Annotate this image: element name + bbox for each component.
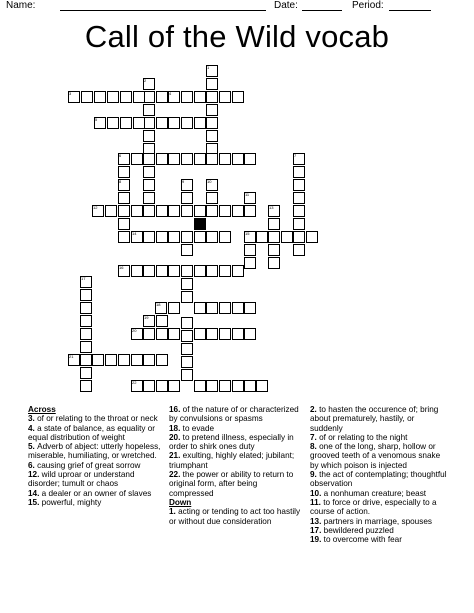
- grid-cell[interactable]: [168, 265, 180, 277]
- clue-number: 19: [144, 315, 149, 320]
- grid-cell[interactable]: [244, 302, 256, 314]
- clue-number: 18: [156, 302, 161, 307]
- grid-cell[interactable]: [143, 231, 155, 243]
- clue-item-number: 9.: [310, 470, 320, 480]
- clue-item-number: 1.: [169, 507, 179, 517]
- clue-item-text: of or relating to the throat or neck: [37, 414, 158, 424]
- grid-cell[interactable]: [181, 343, 193, 355]
- grid-cell[interactable]: [80, 380, 92, 392]
- clue-item-number: 10.: [310, 488, 324, 498]
- grid-cell[interactable]: [181, 117, 193, 129]
- grid-cell[interactable]: [143, 328, 155, 340]
- grid-cell[interactable]: [232, 265, 244, 277]
- clues-column-2: [169, 405, 303, 526]
- clue-item-text: to hasten the occurence of; bring about prematurely, hastily, or suddenly: [310, 405, 439, 433]
- grid-cell[interactable]: [156, 328, 168, 340]
- clue-item: [28, 424, 162, 443]
- clue-item-text: acting or tending to act too hastily or without due consideration: [169, 507, 301, 526]
- clue-item: [310, 470, 448, 489]
- grid-cell[interactable]: [194, 380, 206, 392]
- grid-cell[interactable]: [80, 341, 92, 353]
- clue-item: [28, 442, 162, 461]
- clue-item-number: 14.: [28, 488, 42, 498]
- grid-cell[interactable]: [244, 257, 256, 269]
- clue-item-text: a dealer or an owner of slaves: [41, 488, 152, 498]
- grid-cell[interactable]: [107, 117, 119, 129]
- period-label: Period:: [352, 0, 384, 11]
- grid-cell[interactable]: [206, 104, 218, 116]
- grid-cell[interactable]: [219, 302, 231, 314]
- grid-cell[interactable]: [268, 244, 280, 256]
- grid-cell[interactable]: [181, 153, 193, 165]
- clue-item-text: powerful, mighty: [41, 497, 102, 507]
- clue-item: [310, 517, 448, 526]
- clue-item: [310, 489, 448, 498]
- clue-item-text: of or relating to the night: [319, 432, 408, 442]
- clue-number: 11: [245, 192, 250, 197]
- clue-item-number: 22.: [169, 470, 183, 480]
- clues-column-3: [310, 405, 448, 544]
- grid-cell[interactable]: [120, 91, 132, 103]
- grid-cell[interactable]: [118, 192, 130, 204]
- grid-cell[interactable]: [219, 380, 231, 392]
- clue-number: 4: [169, 91, 172, 96]
- clues-column-1: [28, 405, 162, 507]
- grid-cell[interactable]: [181, 205, 193, 217]
- clue-item: [28, 461, 162, 470]
- clue-item: [28, 470, 162, 489]
- grid-cell[interactable]: [156, 354, 168, 366]
- grid-cell[interactable]: [206, 380, 218, 392]
- clue-item-number: 12.: [28, 470, 42, 480]
- clue-item-number: 20.: [169, 432, 183, 442]
- clue-number: 13: [269, 205, 274, 210]
- clue-number: 21: [69, 354, 74, 359]
- clue-number: 15: [245, 231, 250, 236]
- grid-cell[interactable]: [133, 91, 145, 103]
- clue-item-number: 16.: [169, 405, 183, 414]
- clue-item-number: 19.: [310, 535, 324, 545]
- grid-cell[interactable]: [219, 265, 231, 277]
- grid-cell[interactable]: [143, 130, 155, 142]
- clue-item: [310, 526, 448, 535]
- grid-cell[interactable]: [194, 205, 206, 217]
- clue-number: 2: [144, 78, 147, 83]
- clue-item-number: 8.: [310, 442, 320, 452]
- grid-cell[interactable]: [281, 231, 293, 243]
- page-title: Call of the Wild vocab: [84, 19, 390, 54]
- grid-cell[interactable]: [219, 328, 231, 340]
- grid-cell[interactable]: [293, 205, 305, 217]
- clue-item: [28, 489, 162, 498]
- grid-cell[interactable]: [118, 166, 130, 178]
- clue-item-number: 21.: [169, 451, 183, 461]
- clue-number: 1: [207, 65, 210, 70]
- grid-cell[interactable]: [244, 205, 256, 217]
- grid-cell[interactable]: [143, 153, 155, 165]
- clue-item-number: 7.: [310, 432, 320, 442]
- grid-cell[interactable]: [156, 265, 168, 277]
- grid-cell[interactable]: [206, 231, 218, 243]
- grid-cell[interactable]: [181, 330, 193, 342]
- clue-item-text: to evade: [182, 423, 215, 433]
- clue-item-number: 17.: [310, 525, 324, 535]
- grid-cell[interactable]: [194, 117, 206, 129]
- clue-item-number: 15.: [28, 497, 42, 507]
- grid-cell[interactable]: [118, 218, 130, 230]
- clue-item-number: 3.: [28, 414, 38, 424]
- across-heading: Across: [28, 405, 56, 414]
- grid-cell[interactable]: [206, 130, 218, 142]
- grid-cell[interactable]: [131, 354, 143, 366]
- grid-cell[interactable]: [244, 153, 256, 165]
- grid-cell[interactable]: [131, 153, 143, 165]
- grid-cell[interactable]: [181, 291, 193, 303]
- grid-cell[interactable]: [105, 354, 117, 366]
- grid-cell[interactable]: [181, 278, 193, 290]
- grid-cell[interactable]: [156, 117, 168, 129]
- clue-item: [310, 498, 448, 517]
- grid-cell[interactable]: [194, 153, 206, 165]
- grid-cell[interactable]: [206, 302, 218, 314]
- clue-item-text: Adverb of abject: utterly hopeless, miserable, humiliating, or wretched.: [28, 442, 161, 461]
- grid-cell[interactable]: [194, 91, 206, 103]
- grid-cell[interactable]: [143, 205, 155, 217]
- grid-cell[interactable]: [168, 153, 180, 165]
- clue-item-text: to force or drive, especially to a course of action.: [310, 497, 437, 517]
- grid-cell[interactable]: [206, 192, 218, 204]
- grid-cell[interactable]: [94, 91, 106, 103]
- grid-cell[interactable]: [168, 231, 180, 243]
- clue-number: 7: [294, 153, 297, 158]
- date-label: Date:: [274, 0, 298, 11]
- grid-cell[interactable]: [181, 192, 193, 204]
- clue-item-number: 6.: [28, 460, 38, 470]
- clue-item-text: causing grief of great sorrow: [37, 460, 141, 470]
- clue-item: [310, 442, 448, 470]
- clue-item: [310, 535, 448, 544]
- down-clue-list-cont: [310, 405, 448, 544]
- grid-cell[interactable]: [80, 302, 92, 314]
- grid-cell[interactable]: [232, 205, 244, 217]
- grid-cell[interactable]: [181, 244, 193, 256]
- clue-item-text: partners in marriage, spouses: [323, 516, 432, 526]
- grid-cell[interactable]: [143, 380, 155, 392]
- grid-cell[interactable]: [206, 78, 218, 90]
- grid-cell[interactable]: [293, 218, 305, 230]
- clue-item-text: to pretend illness, especially in order to shirk ones duty: [169, 432, 294, 452]
- clue-number: 5: [95, 117, 98, 122]
- clue-number: 10: [207, 179, 212, 184]
- grid-cell[interactable]: [181, 91, 193, 103]
- grid-cell[interactable]: [293, 192, 305, 204]
- grid-cell[interactable]: [181, 231, 193, 243]
- grid-cell[interactable]: [133, 117, 145, 129]
- clue-number: 16: [119, 265, 124, 270]
- across-clue-list-cont: [169, 405, 303, 498]
- clue-item: [310, 433, 448, 442]
- grid-cell[interactable]: [206, 205, 218, 217]
- clue-number: 8: [119, 179, 122, 184]
- grid-cell[interactable]: [181, 317, 193, 329]
- grid-cell[interactable]: [118, 205, 130, 217]
- clue-number: 22: [132, 380, 137, 385]
- grid-cell[interactable]: [206, 117, 218, 129]
- clue-item: [28, 414, 162, 423]
- grid-cell[interactable]: [219, 153, 231, 165]
- clue-item-text: bewildered puzzled: [323, 525, 394, 535]
- grid-cell[interactable]: [181, 265, 193, 277]
- grid-cell[interactable]: [206, 265, 218, 277]
- grid-cell[interactable]: [181, 369, 193, 381]
- grid-cell[interactable]: [168, 117, 180, 129]
- grid-cell[interactable]: [156, 315, 168, 327]
- grid-cell[interactable]: [194, 328, 206, 340]
- clue-item: [310, 405, 448, 433]
- grid-cell[interactable]: [131, 205, 143, 217]
- down-heading: Down: [169, 497, 192, 507]
- grid-cell[interactable]: [293, 244, 305, 256]
- clue-item-text: the power or ability to return to original form, after being compressed: [169, 470, 294, 498]
- clue-item-number: 2.: [310, 405, 320, 414]
- clue-number: 12: [93, 205, 98, 210]
- grid-cell[interactable]: [219, 91, 231, 103]
- clue-item-number: 4.: [28, 423, 38, 433]
- grid-cell[interactable]: [92, 354, 104, 366]
- grid-cell[interactable]: [244, 380, 256, 392]
- clue-item-text: wild uproar or understand disorder; tumult or chaos: [28, 470, 135, 489]
- grid-cell[interactable]: [80, 328, 92, 340]
- clue-number: 9: [182, 179, 185, 184]
- grid-cell[interactable]: [244, 328, 256, 340]
- grid-cell[interactable]: [156, 231, 168, 243]
- clue-item-number: 5.: [28, 442, 38, 452]
- grid-cell[interactable]: [143, 192, 155, 204]
- grid-cell[interactable]: [194, 265, 206, 277]
- clue-item-text: one of the long, sharp, hollow or grooved teeth of a venomous snake by which poison is injected: [310, 442, 441, 470]
- grid-cell[interactable]: [156, 380, 168, 392]
- clue-number: 20: [132, 328, 137, 333]
- grid-cell[interactable]: [143, 179, 155, 191]
- clue-item: [169, 405, 303, 424]
- clue-item: [169, 424, 303, 433]
- grid-cell[interactable]: [131, 265, 143, 277]
- clue-number: 14: [132, 231, 137, 236]
- grid-cell[interactable]: [118, 354, 130, 366]
- clue-number: 3: [69, 91, 72, 96]
- grid-cell[interactable]: [168, 302, 180, 314]
- grid-cell[interactable]: [80, 315, 92, 327]
- clue-item-number: 13.: [310, 516, 324, 526]
- clue-item-number: 11.: [310, 497, 324, 507]
- grid-cell[interactable]: [143, 166, 155, 178]
- grid-cell[interactable]: [194, 231, 206, 243]
- grid-cell[interactable]: [168, 205, 180, 217]
- clue-item: [169, 470, 303, 498]
- grid-cell[interactable]: [206, 328, 218, 340]
- grid-cell[interactable]: [219, 231, 231, 243]
- clue-item-text: to overcome with fear: [323, 535, 402, 545]
- grid-cell[interactable]: [219, 205, 231, 217]
- grid-cell[interactable]: [268, 218, 280, 230]
- grid-cell[interactable]: [306, 231, 318, 243]
- grid-cell[interactable]: [232, 328, 244, 340]
- grid-cell[interactable]: [156, 205, 168, 217]
- clue-number: 17: [81, 276, 86, 281]
- grid-cell[interactable]: [256, 231, 268, 243]
- grid-cell[interactable]: [81, 91, 93, 103]
- grid-cell[interactable]: [293, 166, 305, 178]
- grid-cell[interactable]: [232, 380, 244, 392]
- grid-cell[interactable]: [156, 153, 168, 165]
- grid-cell[interactable]: [268, 231, 280, 243]
- grid-cell[interactable]: [232, 153, 244, 165]
- clue-item-text: a nonhuman creature; beast: [323, 488, 427, 498]
- grid-cell[interactable]: [232, 302, 244, 314]
- clue-item: [169, 433, 303, 452]
- clue-item: [169, 451, 303, 470]
- grid-cell[interactable]: [206, 91, 218, 103]
- clue-item-text: a state of balance, as equality or equal distribution of weight: [28, 423, 155, 442]
- grid-cell[interactable]: [268, 257, 280, 269]
- down-clue-list: [169, 507, 303, 526]
- grid-cell[interactable]: [168, 380, 180, 392]
- grid-cell[interactable]: [120, 117, 132, 129]
- grid-cell[interactable]: [107, 91, 119, 103]
- grid-cell[interactable]: [143, 265, 155, 277]
- name-label: Name:: [6, 0, 36, 11]
- grid-cell[interactable]: [244, 244, 256, 256]
- grid-cell[interactable]: [156, 91, 168, 103]
- clue-item-text: the act of contemplating; thoughtful observation: [310, 470, 447, 489]
- clue-number: 6: [119, 153, 122, 158]
- across-clue-list: [28, 414, 162, 507]
- grid-cell-black: [194, 218, 206, 230]
- grid-cell[interactable]: [168, 328, 180, 340]
- grid-cell[interactable]: [105, 205, 117, 217]
- clue-item: [28, 498, 162, 507]
- clue-item-text: exulting, highly elated; jubilant; triumphant: [169, 451, 295, 470]
- grid-cell[interactable]: [80, 367, 92, 379]
- clue-item: [169, 507, 303, 526]
- grid-cell[interactable]: [293, 179, 305, 191]
- clue-item-text: of the nature of or characterized by convulsions or spasms: [169, 405, 299, 424]
- grid-cell[interactable]: [232, 91, 244, 103]
- grid-cell[interactable]: [118, 231, 130, 243]
- grid-cell[interactable]: [181, 356, 193, 368]
- grid-cell[interactable]: [194, 302, 206, 314]
- clue-item-number: 18.: [169, 423, 183, 433]
- grid-cell[interactable]: [143, 354, 155, 366]
- grid-cell[interactable]: [80, 289, 92, 301]
- grid-cell[interactable]: [80, 354, 92, 366]
- grid-cell[interactable]: [143, 104, 155, 116]
- grid-cell[interactable]: [293, 231, 305, 243]
- grid-cell[interactable]: [256, 380, 268, 392]
- grid-cell[interactable]: [206, 153, 218, 165]
